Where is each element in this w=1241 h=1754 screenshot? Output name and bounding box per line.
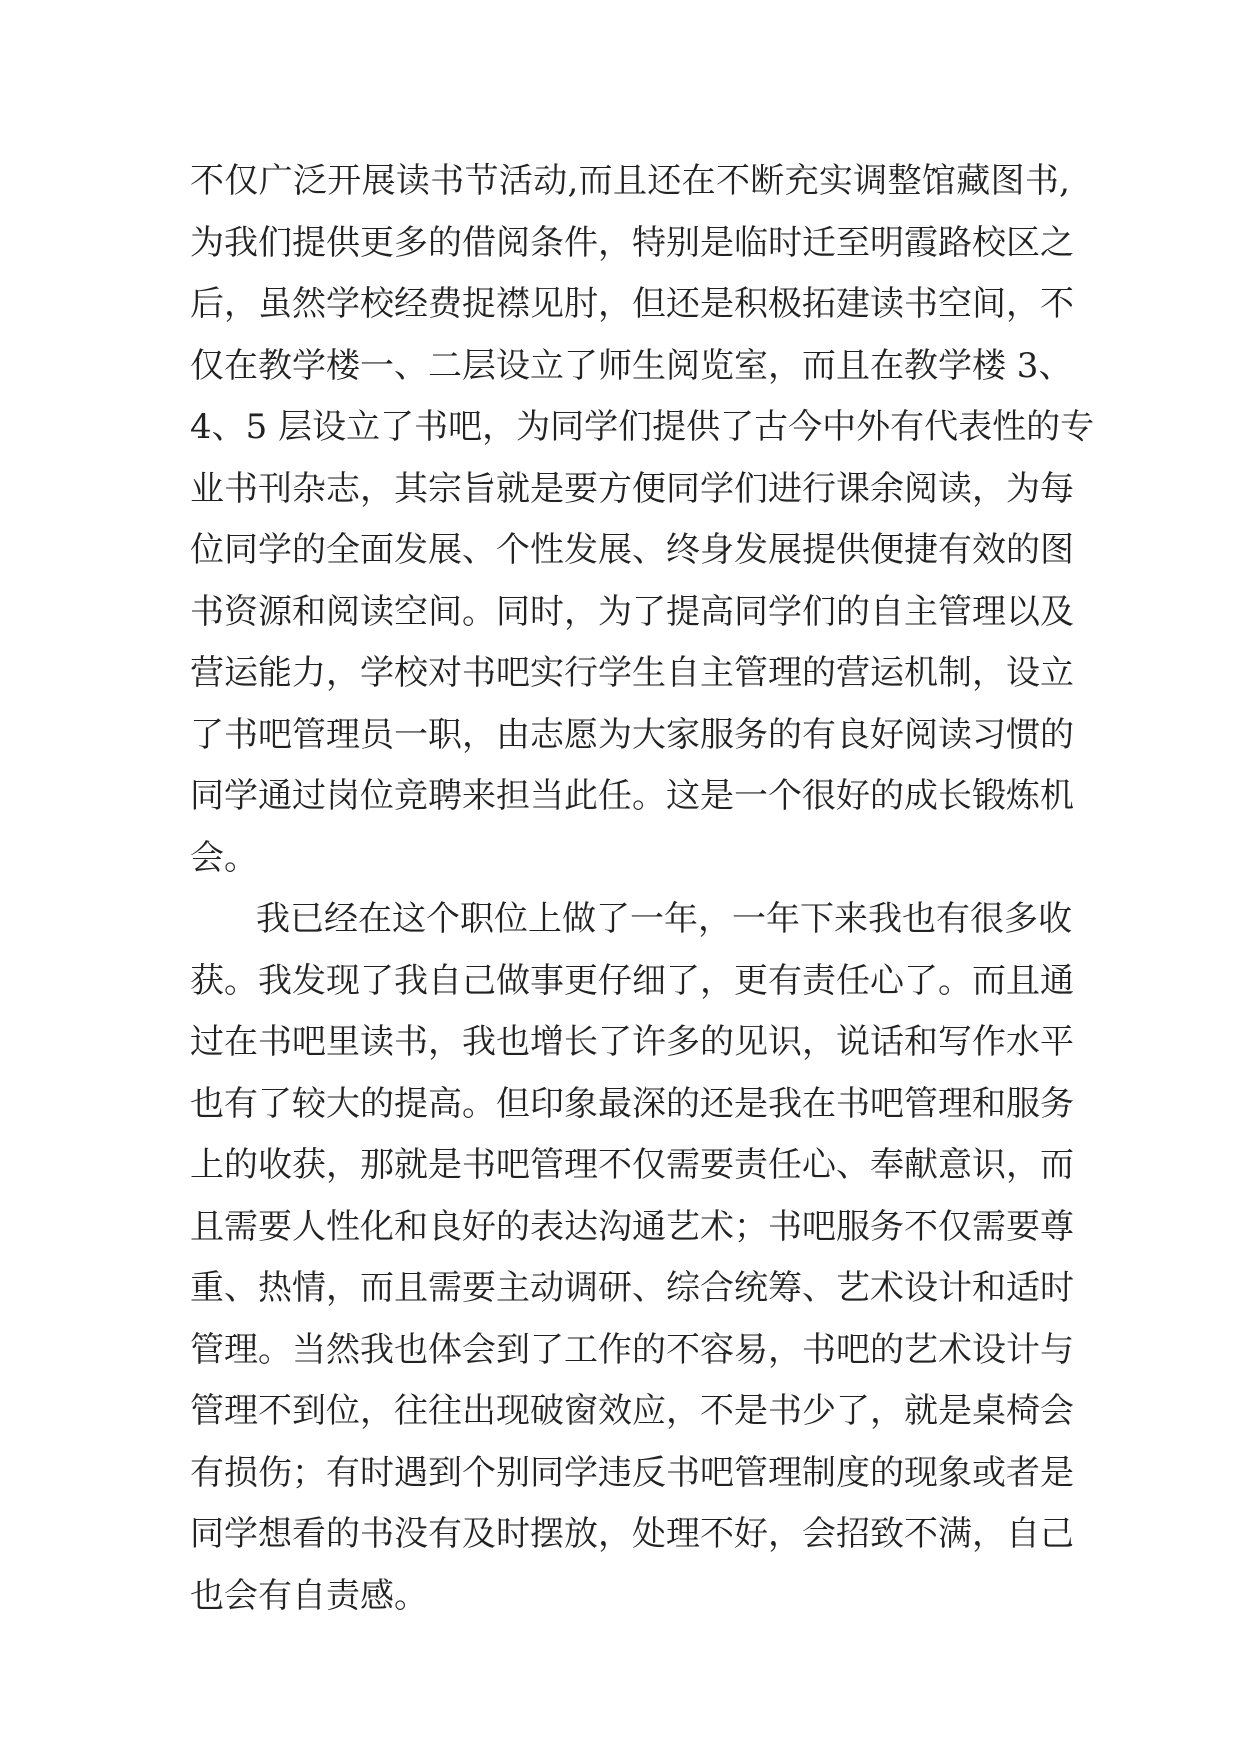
text-line: 上的收获，那就是书吧管理不仅需要责任心、奉献意识，而 [190,1145,1074,1185]
paragraph-2 [190,895,1074,1633]
text-line: 同学通过岗位竞聘来担当此任。这是一个很好的成长锻炼机 [190,776,1074,816]
body-text [190,157,1095,1633]
text-line: 且需要人性化和良好的表达沟通艺术；书吧服务不仅需要尊 [190,1206,1074,1247]
text-line: 我已经在这个职位上做了一年，一年下来我也有很多收 [256,899,1072,939]
text-line: 书资源和阅读空间。同时，为了提高同学们的自主管理以及 [190,591,1074,632]
text-line: 过在书吧里读书，我也增长了许多的见识，说话和写作水平 [190,1022,1074,1062]
text-line: 仅在教学楼一、二层设立了师生阅览室，而且在教学楼 3、 [190,345,1073,386]
text-line: 获。我发现了我自己做事更仔细了，更有责任心了。而且通 [190,960,1074,1001]
text-line: 也会有自责感。 [190,1575,428,1616]
text-line: 营运能力，学校对书吧实行学生自主管理的营运机制，设立 [190,653,1074,693]
paragraph-1 [190,157,1095,895]
text-line: 为我们提供更多的借阅条件，特别是临时迁至明霞路校区之 [190,222,1074,263]
text-line: 不仅广泛开展读书节活动,而且还在不断充实调整馆藏图书, [190,161,1070,201]
text-line: 重、热情，而且需要主动调研、综合统筹、艺术设计和适时 [190,1268,1074,1308]
text-line: 管理不到位，往往出现破窗效应，不是书少了，就是桌椅会 [190,1391,1074,1431]
text-line: 位同学的全面发展、个性发展、终身发展提供便捷有效的图 [190,530,1074,570]
text-line: 有损伤；有时遇到个别同学违反书吧管理制度的现象或者是 [190,1452,1074,1493]
text-line: 同学想看的书没有及时摆放，处理不好，会招致不满，自己 [190,1514,1074,1554]
text-line: 会。 [190,837,258,878]
text-line: 也有了较大的提高。但印象最深的还是我在书吧管理和服务 [190,1083,1074,1124]
text-line: 了书吧管理员一职，由志愿为大家服务的有良好阅读习惯的 [190,714,1074,755]
text-line: 业书刊杂志，其宗旨就是要方便同学们进行课余阅读，为每 [190,468,1074,509]
text-line: 后，虽然学校经费捉襟见肘，但还是积极拓建读书空间，不 [190,284,1074,324]
text-line: 管理。当然我也体会到了工作的不容易，书吧的艺术设计与 [190,1329,1074,1370]
text-line: 4、5 层设立了书吧，为同学们提供了古今中外有代表性的专 [190,407,1095,447]
